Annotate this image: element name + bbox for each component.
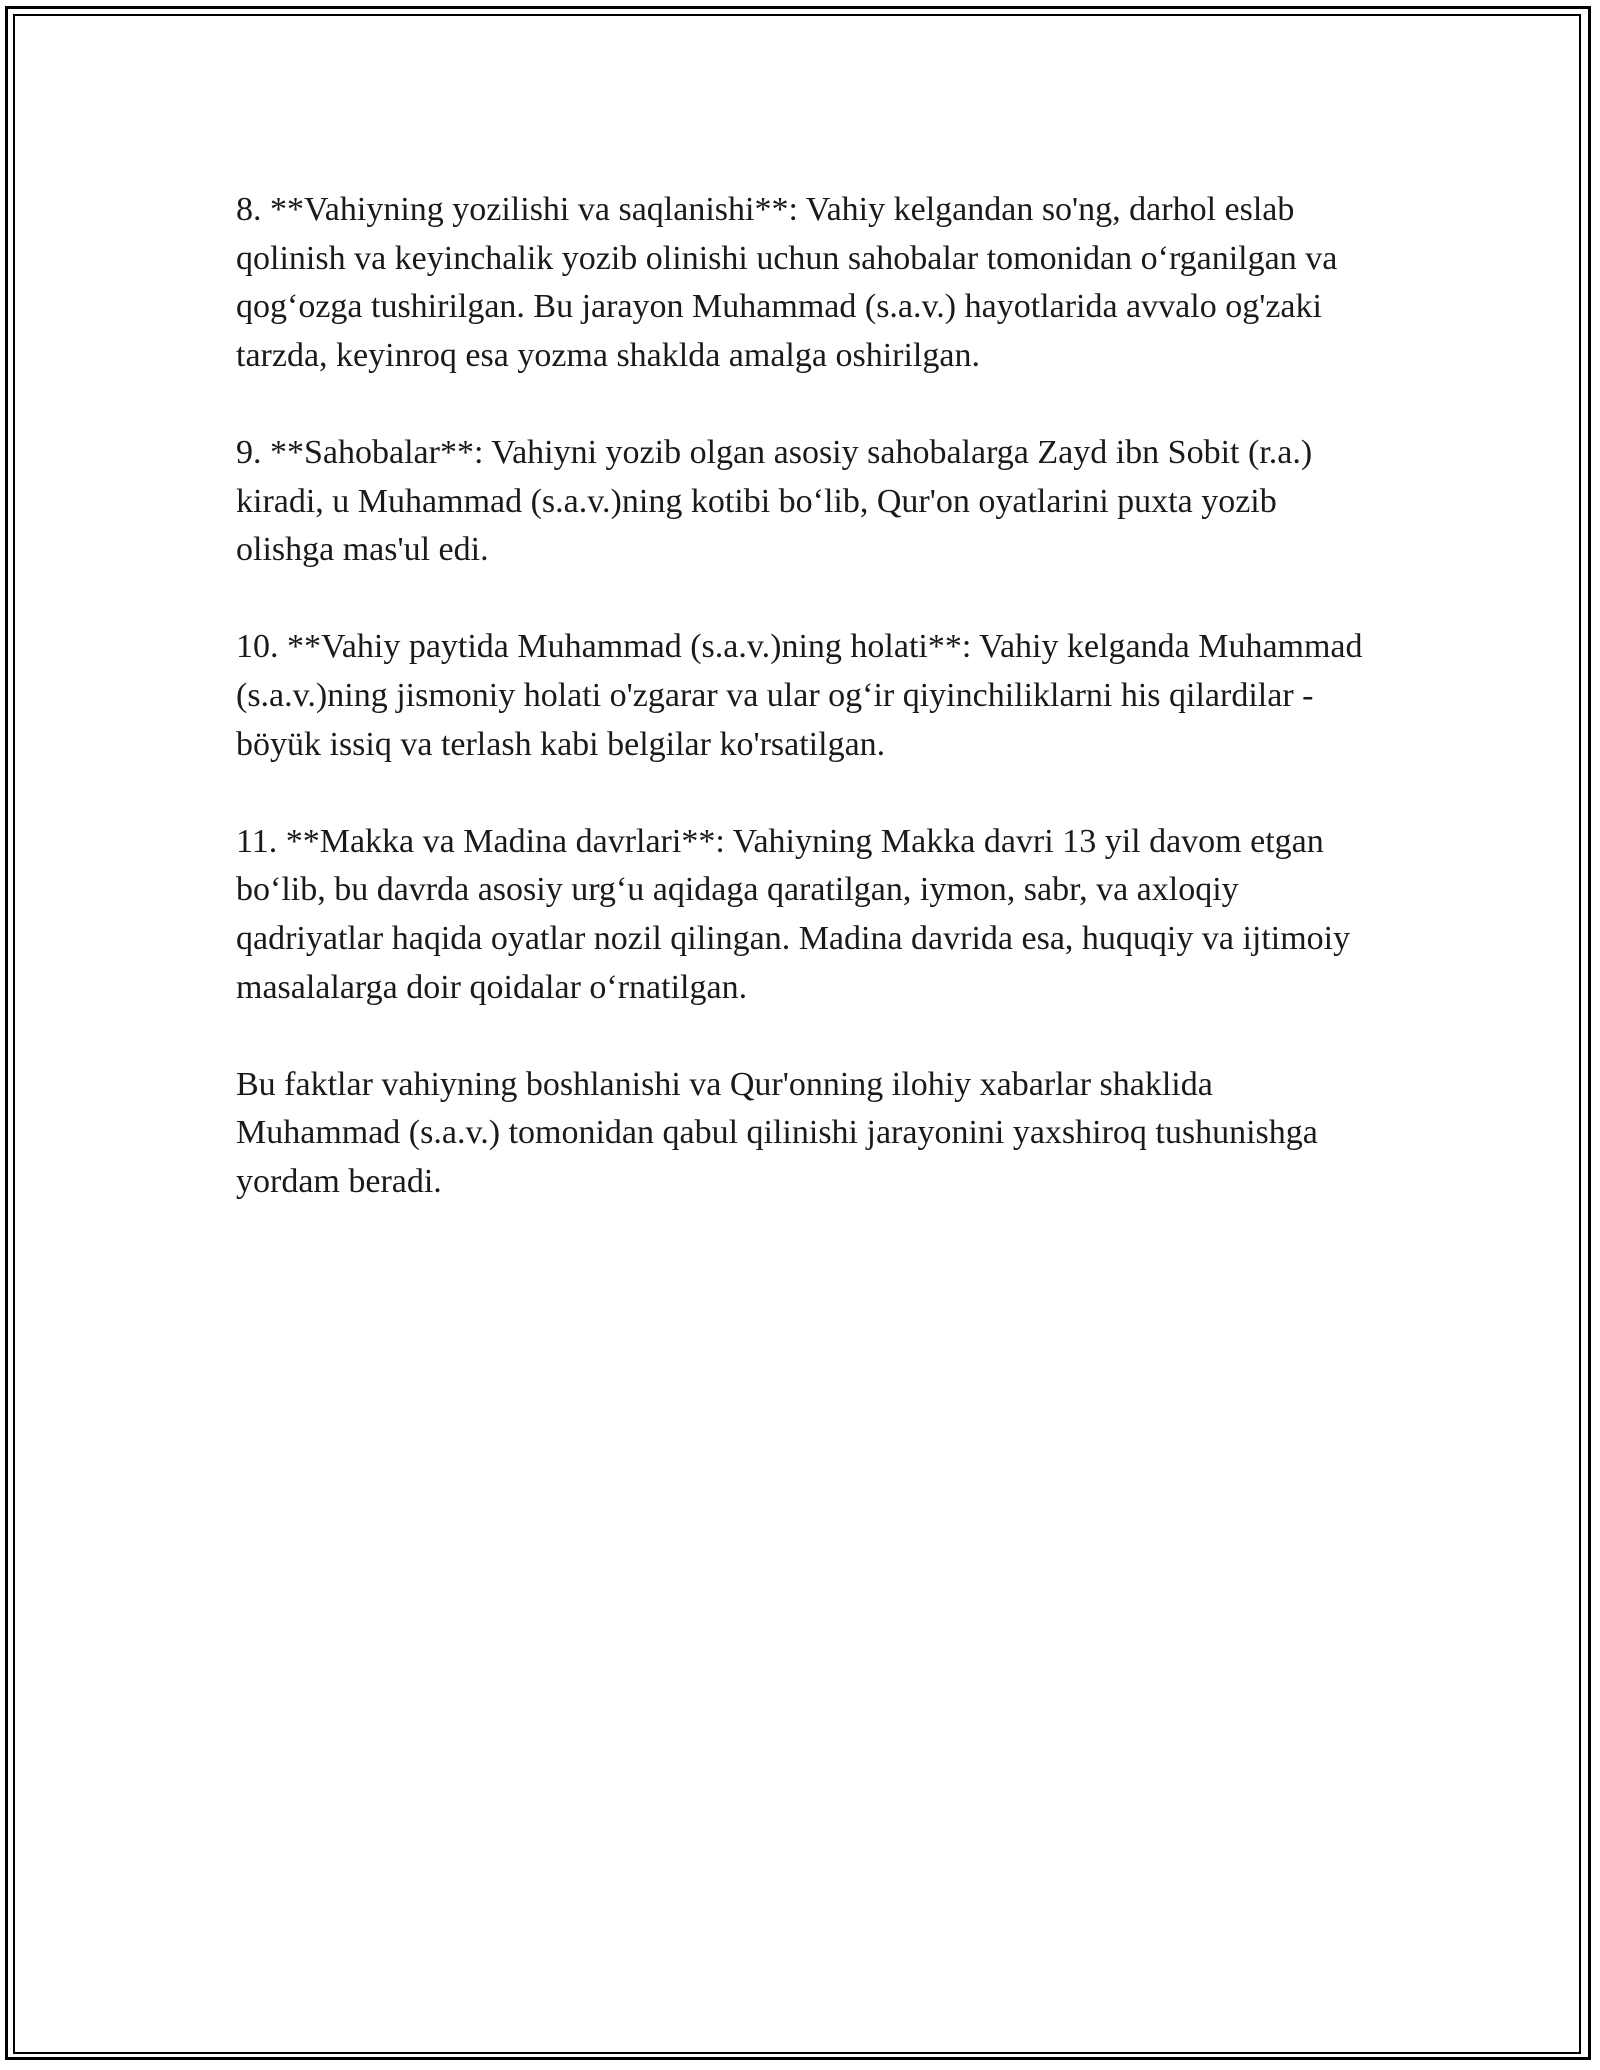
paragraph-conclusion: Bu faktlar vahiyning boshlanishi va Qur'onning ilohiy xabarlar shaklida Muhammad (s.a.v.) tomonidan qabul qilinishi jarayonini yaxshiroq tushunishga yordam beradi. [236, 1065, 1318, 1200]
paragraph-item-10: 10. **Vahiy paytida Muhammad (s.a.v.)ning holati**: Vahiy kelganda Muhammad (s.a.v.)ning jismoniy holati o'zgarar va ular og‘ir qiyinchiliklarni his qilardilar - böyük issiq va terlash kabi belgilar ko'rsatilgan. [236, 628, 1363, 763]
paragraph-item-9: 9. **Sahobalar**: Vahiyni yozib olgan asosiy sahobalarga Zayd ibn Sobit (r.a.) kiradi, u Muhammad (s.a.v.)ning kotibi bo‘lib, Qur'on oyatlarini puxta yozib olishga mas'ul edi. [236, 433, 1313, 569]
paragraph-item-11: 11. **Makka va Madina davrlari**: Vahiyning Makka davri 13 yil davom etgan bo‘lib, bu davrda asosiy urg‘u aqidaga qaratilgan, iymon, sabr, va axloqiy qadriyatlar haqida oyatlar nozil qilingan. Madina davrida esa, huquqiy va ijtimoiy masalalarga doir qoidalar o‘rnatilgan. [236, 822, 1351, 1006]
paragraph-item-8: 8. **Vahiyning yozilishi va saqlanishi**: Vahiy kelgandan so'ng, darhol eslab qolinish va keyinchalik yozib olinishi uchun sahobalar tomonidan o‘rganilgan va qog‘ozga tushirilgan. Bu jarayon Muhammad (s.a.v.) hayotlarida avvalo og'zaki tarzda, keyinroq esa yozma shaklda amalga oshirilgan. [236, 191, 1338, 374]
document-body [236, 186, 1366, 1255]
